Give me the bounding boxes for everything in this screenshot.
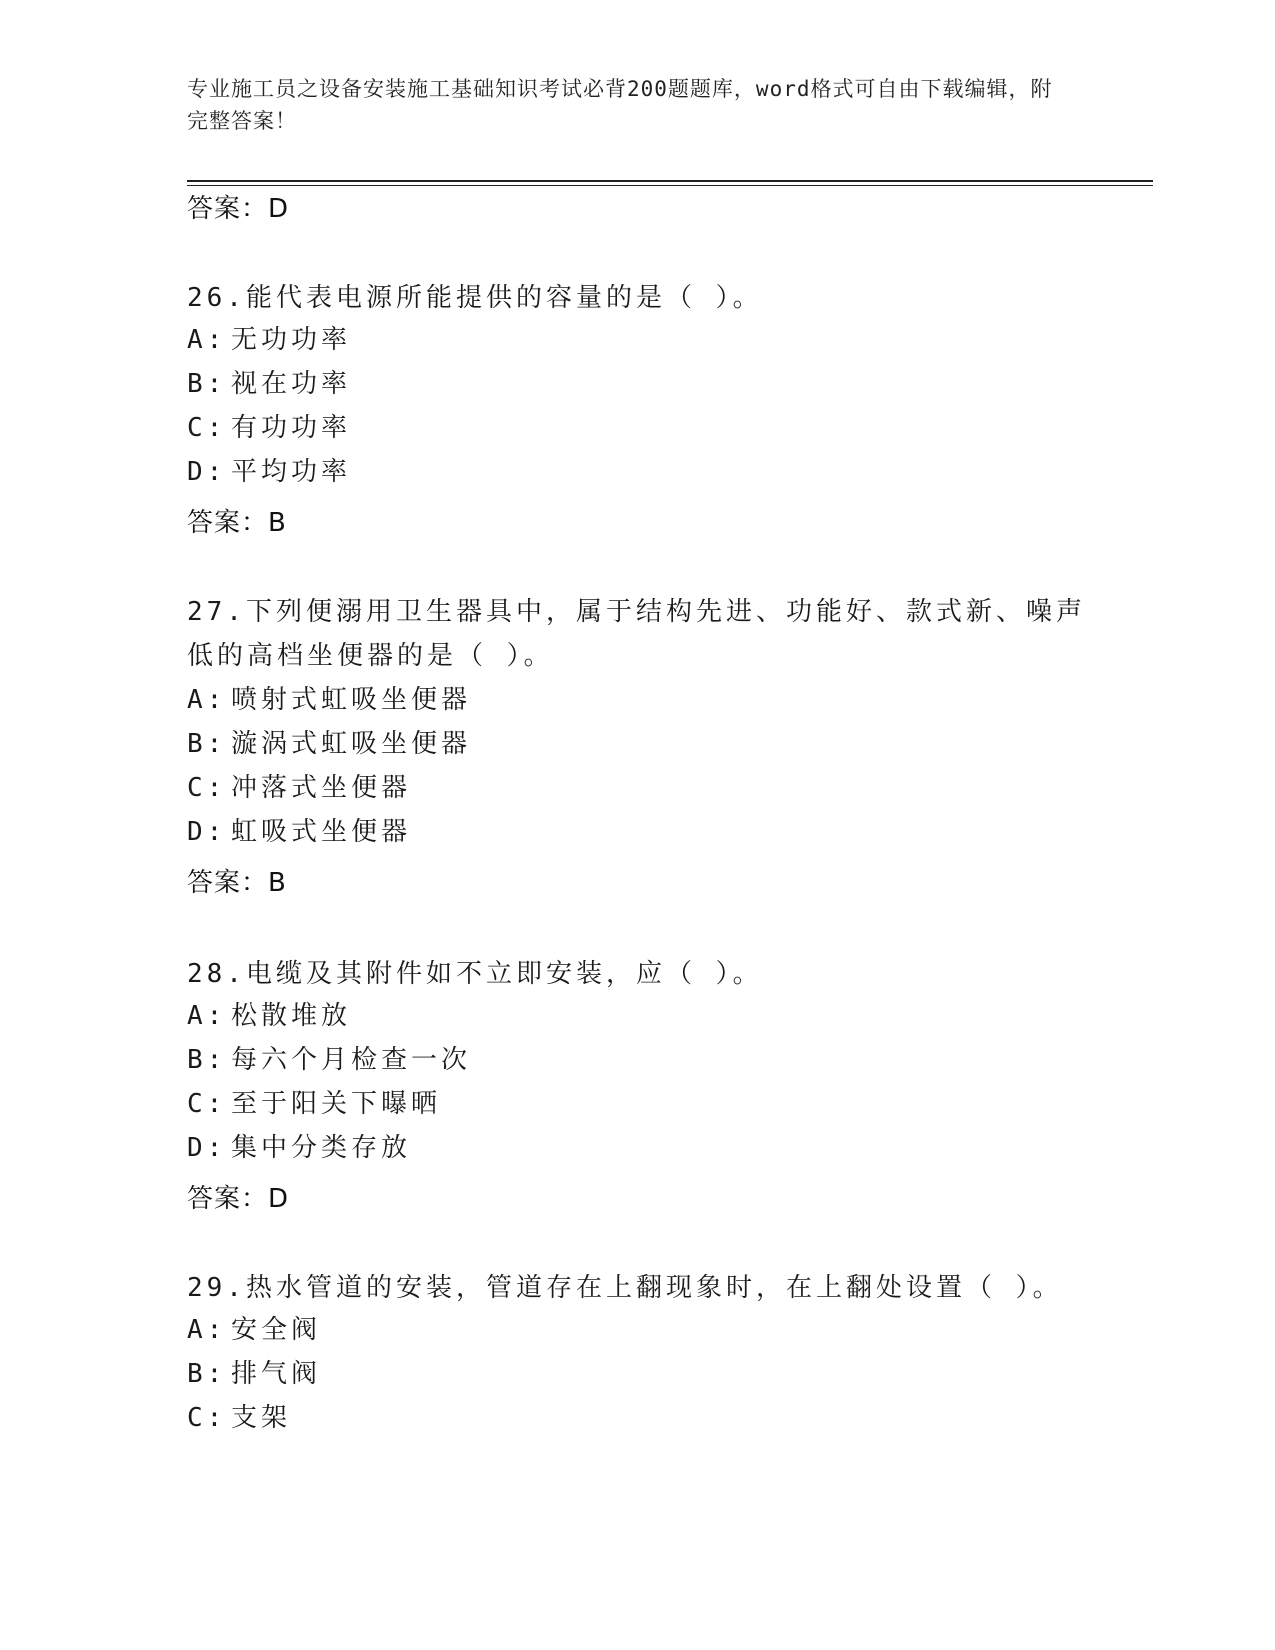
answer-25: 答案：D <box>187 194 290 224</box>
question-28-option-a <box>187 1000 351 1032</box>
option-text: 松散堆放 <box>231 1001 352 1031</box>
question-28-option-d <box>187 1132 411 1164</box>
option-key: C: <box>187 413 227 443</box>
option-text: 排气阀 <box>231 1359 322 1389</box>
option-key: A: <box>187 1001 227 1031</box>
option-text: 安全阀 <box>231 1315 322 1345</box>
option-text: 有功功率 <box>231 413 352 443</box>
option-key: D: <box>187 457 227 487</box>
option-key: B: <box>187 369 227 399</box>
option-key: A: <box>187 685 227 715</box>
option-key: B: <box>187 1359 227 1389</box>
question-28-option-b <box>187 1044 471 1076</box>
question-27-option-b <box>187 728 471 760</box>
option-text: 集中分类存放 <box>231 1133 412 1163</box>
question-26-option-c <box>187 412 351 444</box>
question-26-option-d <box>187 456 351 488</box>
question-29-option-c <box>187 1402 291 1434</box>
option-key: A: <box>187 325 227 355</box>
option-text: 冲落式坐便器 <box>231 773 412 803</box>
option-text: 每六个月检查一次 <box>231 1045 472 1075</box>
option-text: 平均功率 <box>231 457 352 487</box>
question-26-text: 26.能代表电源所能提供的容量的是（ ）。 <box>187 283 763 313</box>
question-28-text: 28.电缆及其附件如不立即安装，应（ ）。 <box>187 959 763 989</box>
answer-28: 答案：D <box>187 1184 290 1214</box>
document-header: 专业施工员之设备安装施工基础知识考试必背200题题库，word格式可自由下载编辑，附完整答案！ <box>187 77 1053 133</box>
header-rule-thin <box>187 185 1153 186</box>
option-text: 喷射式虹吸坐便器 <box>231 685 472 715</box>
question-28-option-c <box>187 1088 441 1120</box>
question-27-option-a <box>187 684 471 716</box>
question-26-option-b <box>187 368 351 400</box>
question-29-option-b <box>187 1358 321 1390</box>
option-key: D: <box>187 817 227 847</box>
option-text: 无功功率 <box>231 325 352 355</box>
option-text: 视在功率 <box>231 369 352 399</box>
option-key: C: <box>187 1089 227 1119</box>
option-key: D: <box>187 1133 227 1163</box>
question-29-option-a <box>187 1314 321 1346</box>
question-26-option-a <box>187 324 351 356</box>
option-key: C: <box>187 1403 227 1433</box>
question-29-text: 29.热水管道的安装，管道存在上翻现象时，在上翻处设置（ ）。 <box>187 1273 1063 1303</box>
option-text: 漩涡式虹吸坐便器 <box>231 729 472 759</box>
header-rule-thick <box>187 180 1153 182</box>
option-key: C: <box>187 773 227 803</box>
option-text: 支架 <box>231 1403 292 1433</box>
option-key: B: <box>187 729 227 759</box>
option-key: A: <box>187 1315 227 1345</box>
question-27-option-d <box>187 816 411 848</box>
question-27-text: 27.下列便溺用卫生器具中，属于结构先进、功能好、款式新、噪声低的高档坐便器的是（ ）。 <box>187 597 1086 671</box>
question-27-option-c <box>187 772 411 804</box>
option-key: B: <box>187 1045 227 1075</box>
option-text: 至于阳关下曝晒 <box>231 1089 442 1119</box>
option-text: 虹吸式坐便器 <box>231 817 412 847</box>
answer-26: 答案：B <box>187 508 287 538</box>
answer-27: 答案：B <box>187 868 287 898</box>
